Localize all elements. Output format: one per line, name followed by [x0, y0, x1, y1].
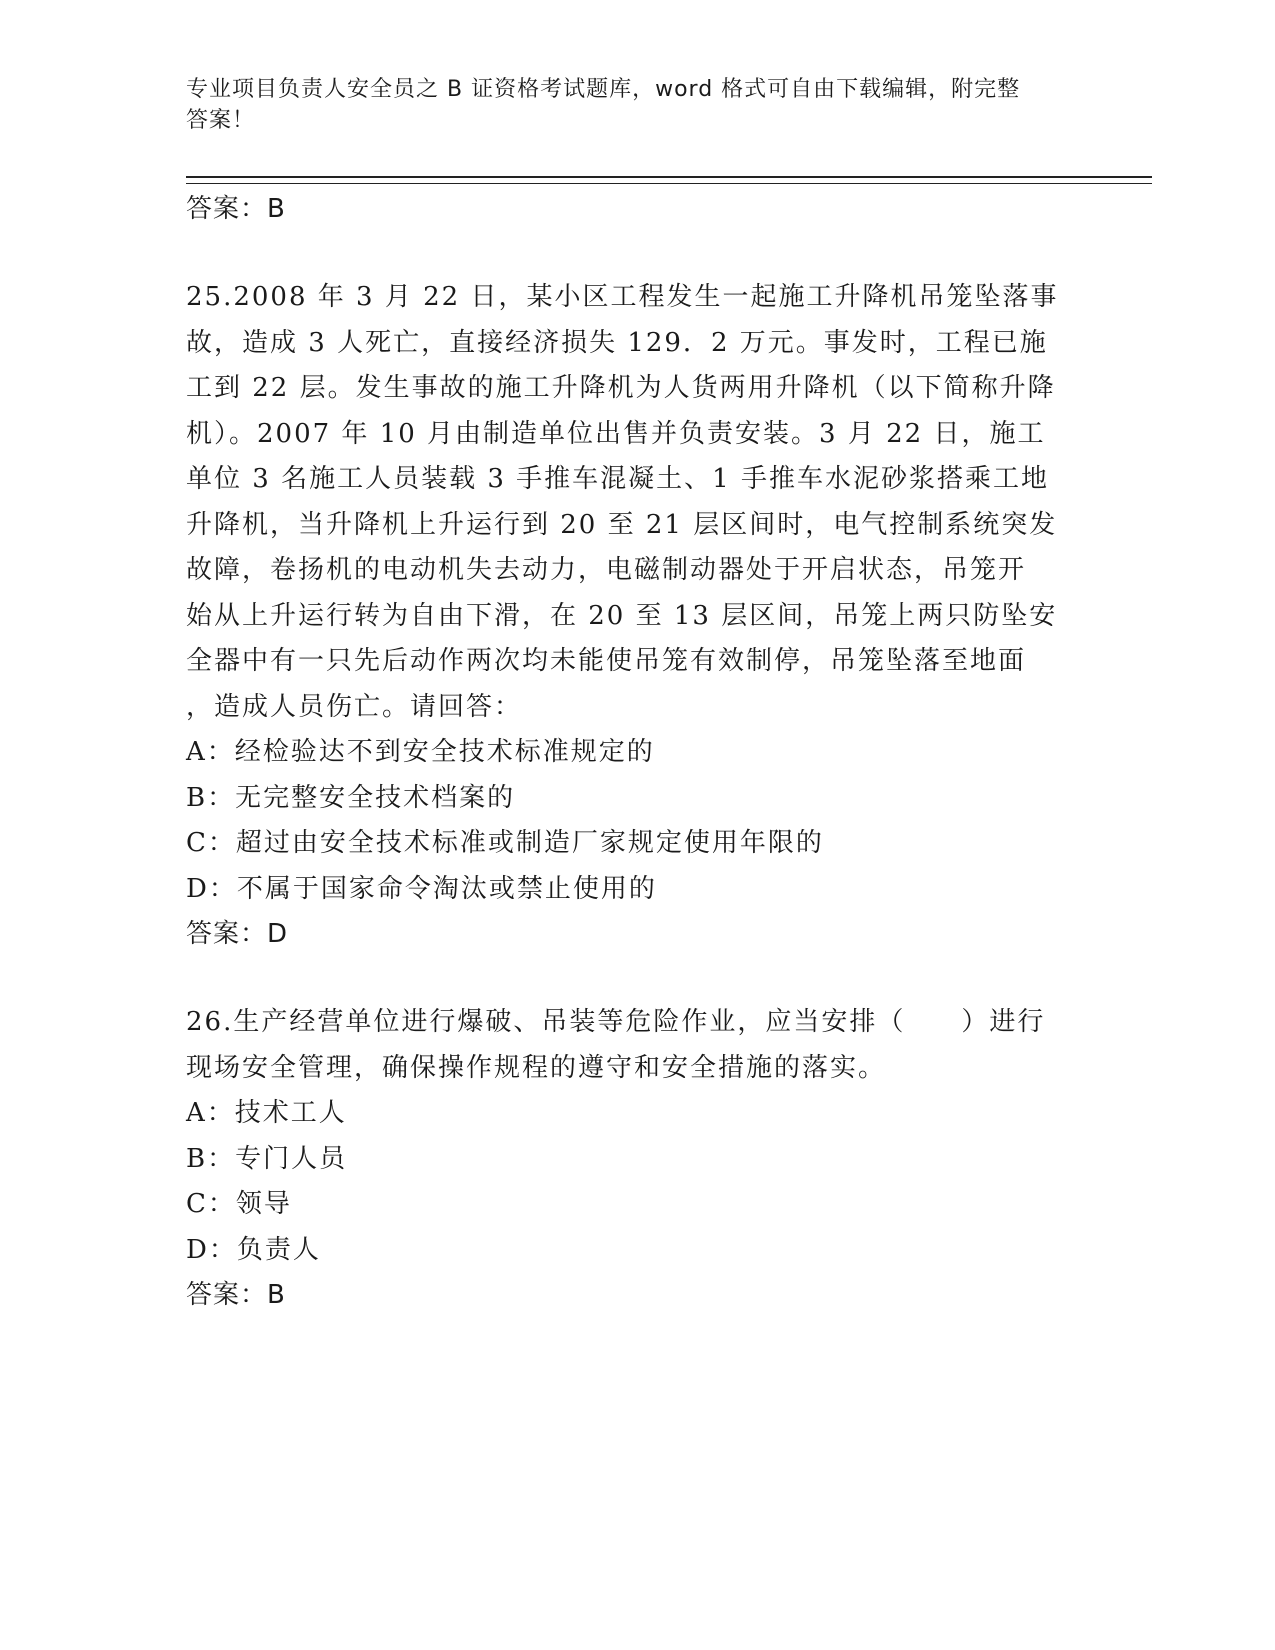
question-text-line: 升降机，当升降机上升运行到 20 至 21 层区间时，电气控制系统突发: [186, 509, 1058, 540]
question-25: [186, 275, 1086, 956]
question-text-line: 始从上升运行转为自由下滑，在 20 至 13 层区间，吊笼上两只防坠安: [186, 600, 1058, 631]
question-text-line: 25.2008 年 3 月 22 日，某小区工程发生一起施工升降机吊笼坠落事: [186, 282, 1059, 312]
header-line: 专业项目负责人安全员之 B 证资格考试题库，word 格式可自由下载编辑，附完整: [186, 77, 1021, 102]
question-text-line: 全器中有一只先后动作两次均未能使吊笼有效制停，吊笼坠落至地面: [186, 646, 1027, 676]
question-text-line: 现场安全管理，确保操作规程的遵守和安全措施的落实。: [186, 1052, 887, 1083]
header-divider-thick: [186, 176, 1152, 178]
question-text-line: ，造成人员伤亡。请回答：: [186, 691, 523, 722]
document-header: [186, 74, 1086, 136]
option-c: C：超过由安全技术标准或制造厂家规定使用年限的: [186, 828, 824, 858]
header-divider-thin: [186, 183, 1152, 184]
question-text-line: 工到 22 层。发生事故的施工升降机为人货两用升降机（以下简称升降: [186, 373, 1056, 403]
previous-answer: 答案：B: [186, 194, 286, 224]
option-a: A：技术工人: [186, 1098, 347, 1128]
question-26-answer: 答案：B: [186, 1280, 286, 1310]
spacer: [186, 231, 1086, 275]
option-a: A：经检验达不到安全技术标准规定的: [186, 737, 655, 767]
spacer: [186, 956, 1086, 1000]
option-d: D：负责人: [186, 1234, 321, 1265]
option-c: C：领导: [186, 1189, 292, 1219]
question-text-line: 26.生产经营单位进行爆破、吊装等危险作业，应当安排（ ）进行: [186, 1007, 1046, 1037]
question-26: [186, 1000, 1086, 1317]
option-b: B：无完整安全技术档案的: [186, 782, 516, 813]
question-25-answer: 答案：D: [186, 919, 289, 949]
header-line: 答案！: [186, 108, 256, 133]
option-d: D：不属于国家命令淘汰或禁止使用的: [186, 873, 657, 904]
question-text-line: 单位 3 名施工人员装载 3 手推车混凝土、1 手推车水泥砂浆搭乘工地: [186, 464, 1049, 494]
question-text-line: 机）。2007 年 10 月由制造单位出售并负责安装。3 月 22 日，施工: [186, 418, 1046, 449]
question-text-line: 故障，卷扬机的电动机失去动力，电磁制动器处于开启状态，吊笼开: [186, 555, 1027, 585]
option-b: B：专门人员: [186, 1143, 348, 1174]
question-text-line: 故，造成 3 人死亡，直接经济损失 129．2 万元。事发时，工程已施: [186, 327, 1048, 358]
document-body: [186, 187, 1086, 1317]
